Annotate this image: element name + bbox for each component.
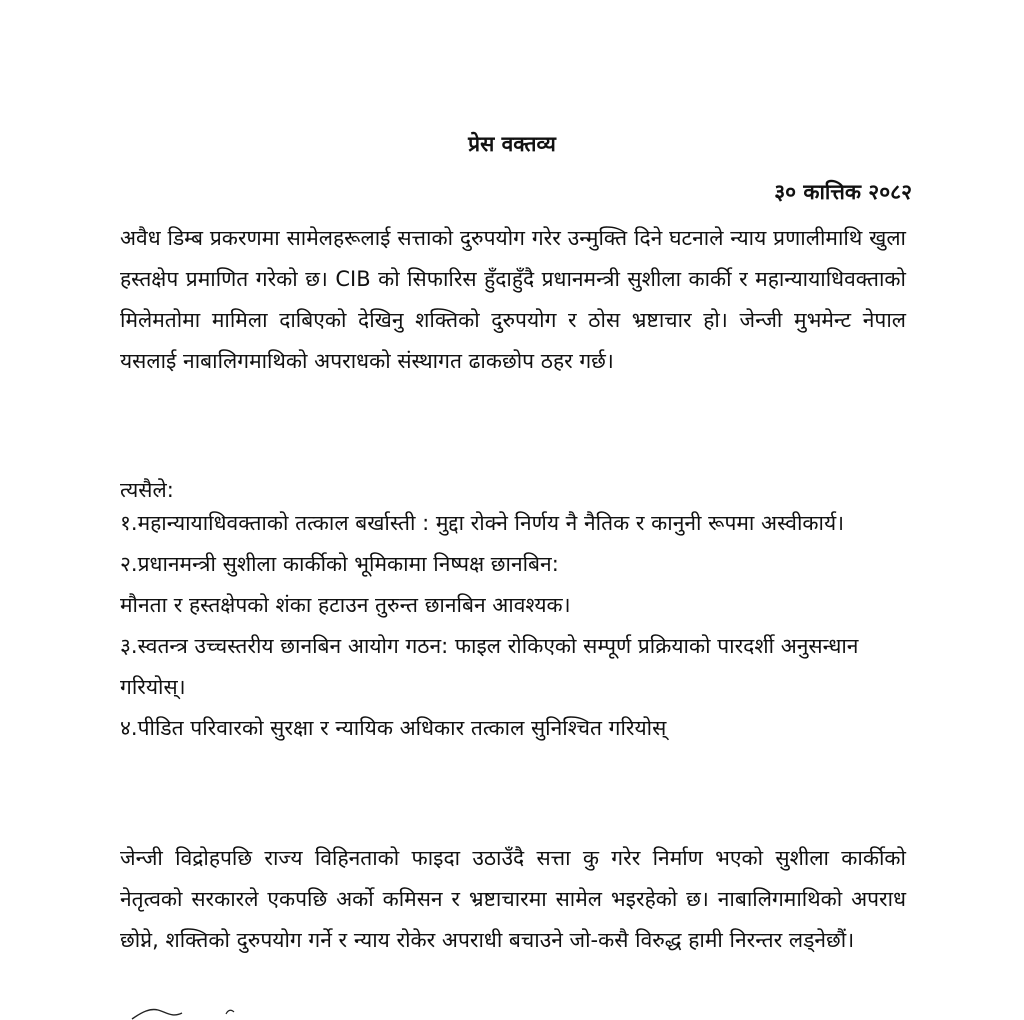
demands-list [120, 503, 906, 749]
demand-item-3: ३.स्वतन्त्र उच्चस्तरीय छानबिन आयोग गठन: फाइल रोकिएको सम्पूर्ण प्रक्रियाको पारदर्शी अनुसन्धान गरियोस्। [120, 634, 859, 699]
demand-item-2-detail: मौनता र हस्तक्षेपको शंका हटाउन तुरुन्त छानबिन आवश्यक। [120, 593, 571, 617]
signature-mark [128, 1004, 248, 1020]
demands-intro: त्यसैले: [120, 478, 174, 502]
paragraph-1: अवैध डिम्ब प्रकरणमा सामेलहरूलाई सत्ताको दुरुपयोग गरेर उन्मुक्ति दिने घटनाले न्याय प्रणालीमाथि खुला हस्तक्षेप प्रमाणित गरेको छ। CIB को सिफारिस हुँदाहुँदै प्रधानमन्त्री सुशीला कार्की र महान्यायाधिवक्ताको मिलेमतोमा मामिला दाबिएको देखिनु शक्तिको दुरुपयोग र ठोस भ्रष्टाचार हो। जेन्जी मुभमेन्ट नेपाल यसलाई नाबालिगमाथिको अपराधको संस्थागत ढाकछोप ठहर गर्छ। [120, 226, 906, 373]
demand-item-2: २.प्रधानमन्त्री सुशीला कार्कीको भूमिकामा निष्पक्ष छानबिन: [120, 552, 559, 576]
document-title: प्रेस वक्तव्य [468, 132, 556, 156]
document-date: ३० कात्तिक २०८२ [774, 180, 912, 204]
demand-item-4: ४.पीडित परिवारको सुरक्षा र न्यायिक अधिकार तत्काल सुनिश्चित गरियोस् [120, 716, 667, 740]
paragraph-2: जेन्जी विद्रोहपछि राज्य विहिनताको फाइदा उठाउँदै सत्ता कु गरेर निर्माण भएको सुशीला कार्कीको नेतृत्वको सरकारले एकपछि अर्को कमिसन र भ्रष्टाचारमा सामेल भइरहेको छ। नाबालिगमाथिको अपराध छोप्ने, शक्तिको दुरुपयोग गर्ने र न्याय रोकेर अपराधी बचाउने जो-कसै विरुद्ध हामी निरन्तर लड्नेछौं। [120, 846, 906, 952]
demand-item-1: १.महान्यायाधिवक्ताको तत्काल बर्खास्ती : मुद्दा रोक्ने निर्णय नै नैतिक र कानुनी रूपमा अस्वीकार्य। [120, 511, 845, 535]
